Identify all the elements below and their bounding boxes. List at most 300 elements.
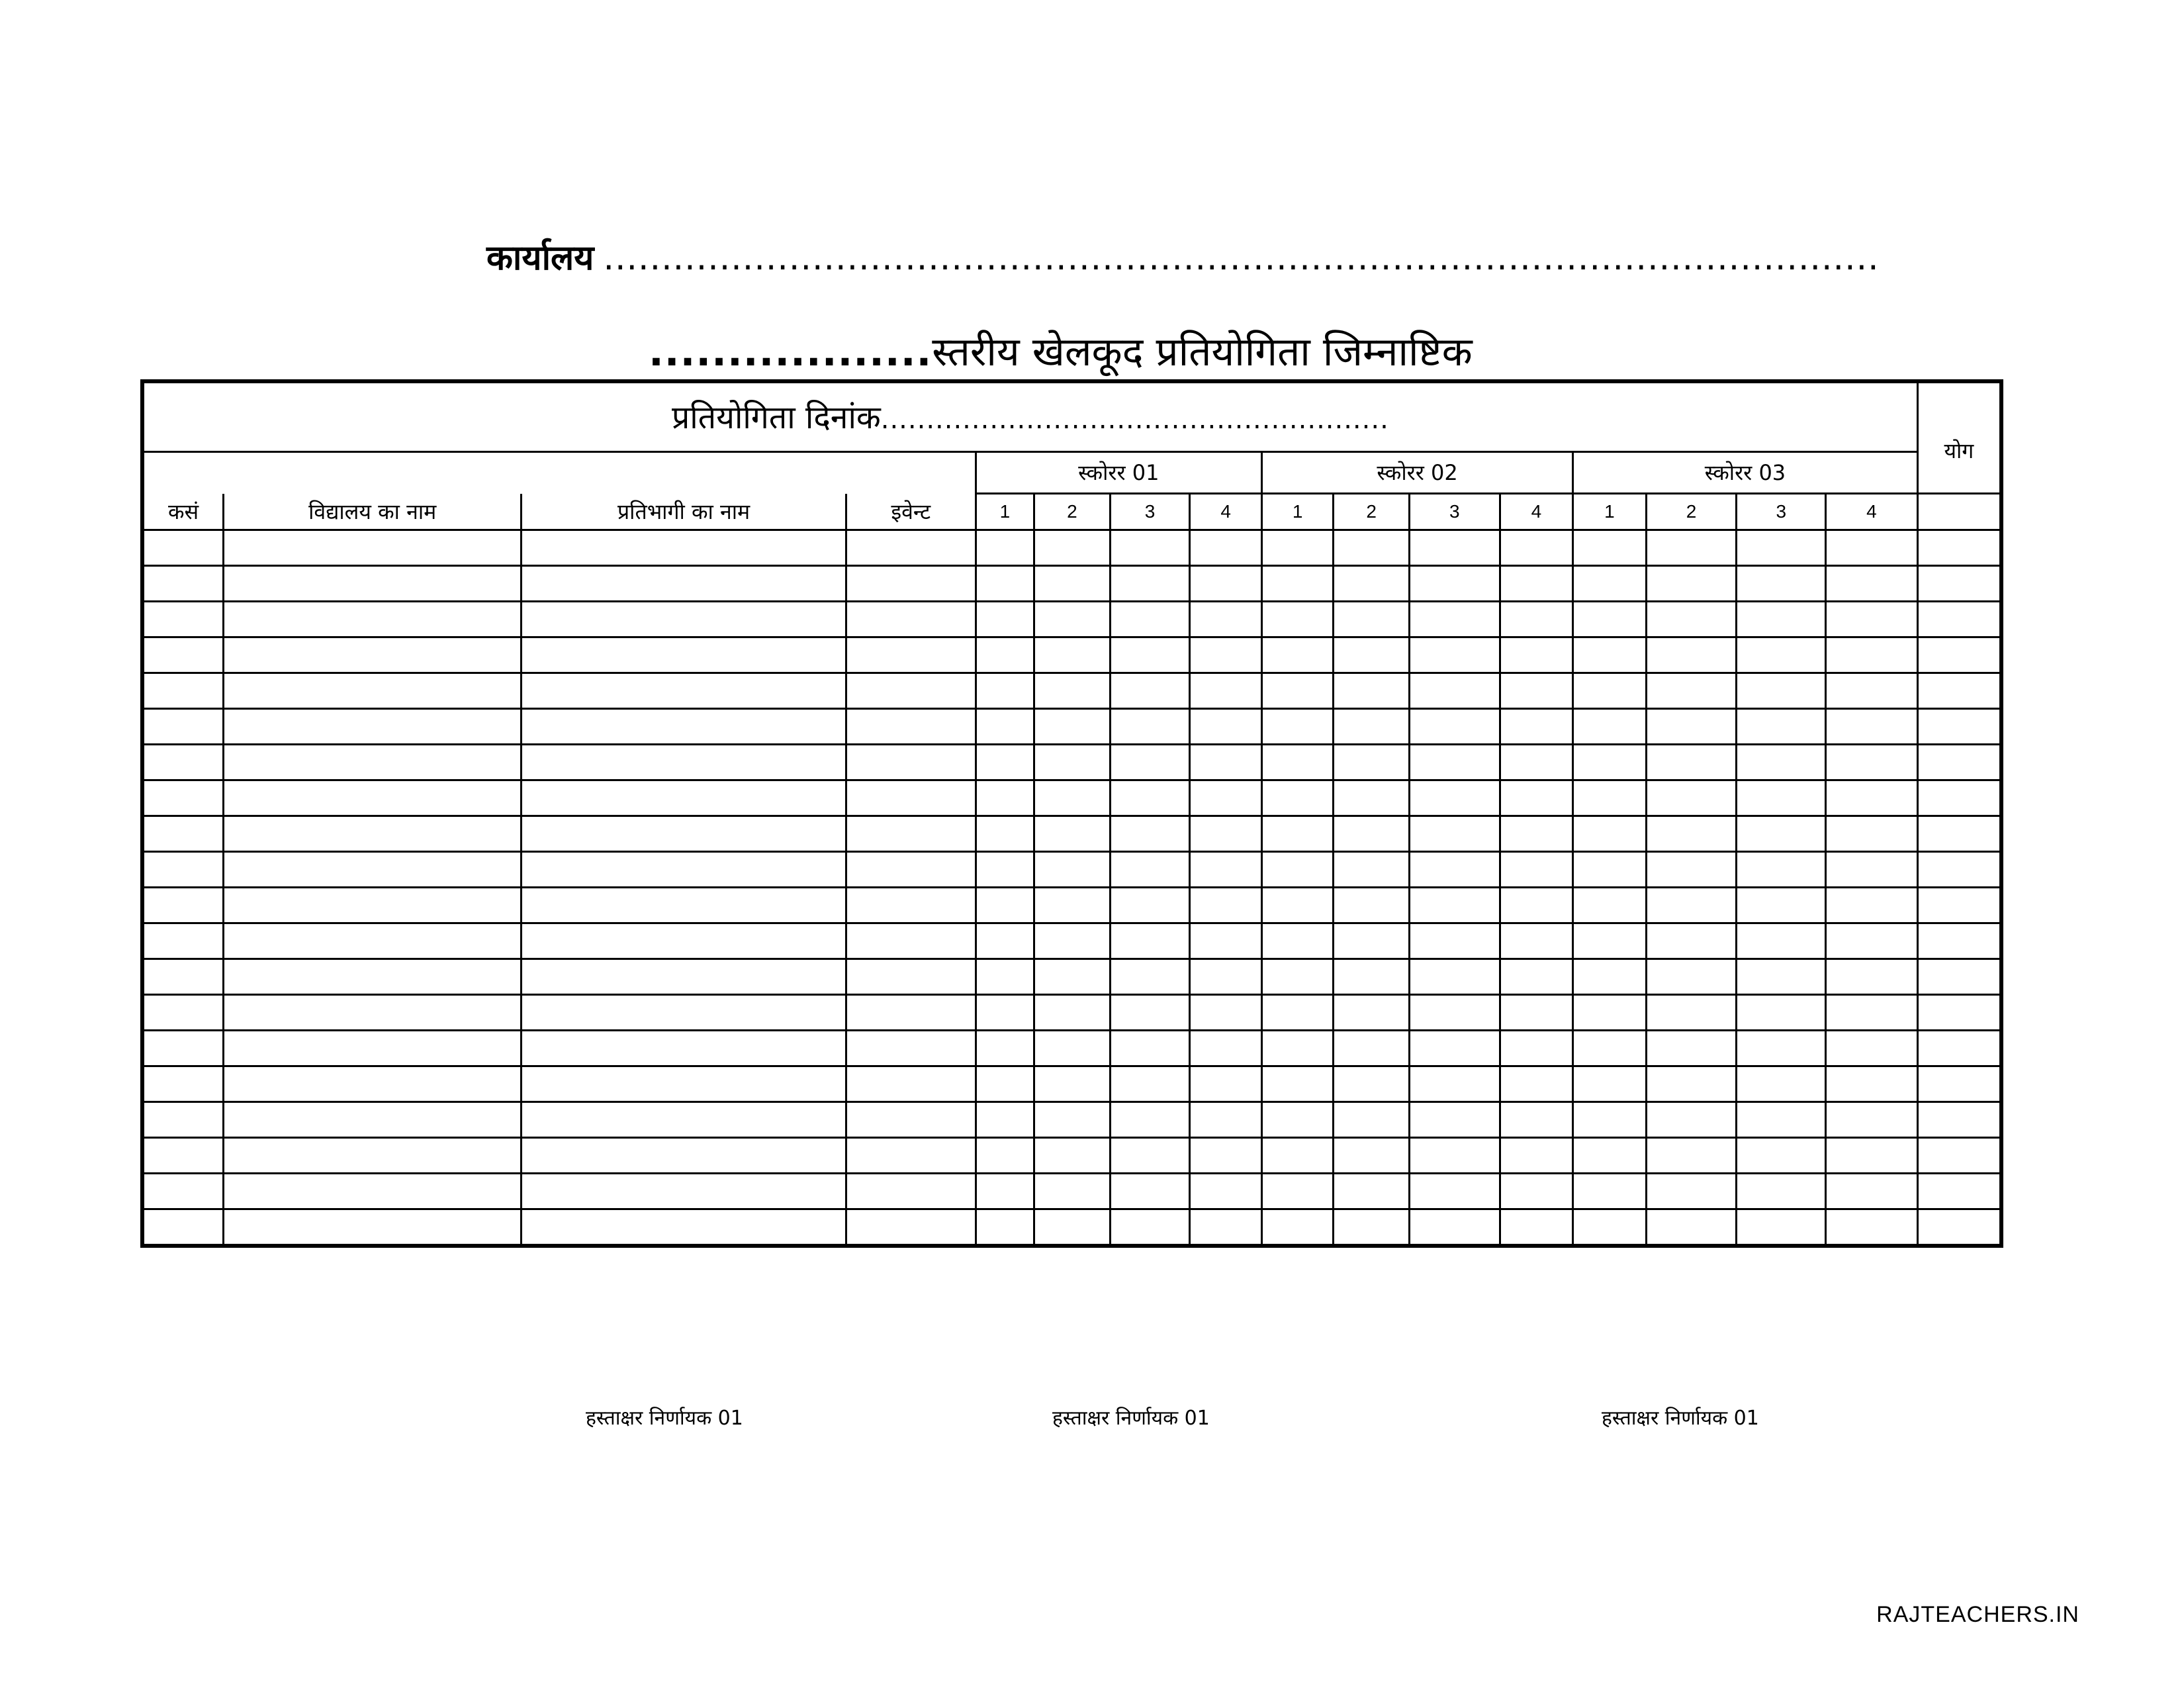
table-cell[interactable] bbox=[1034, 780, 1111, 816]
table-cell[interactable] bbox=[1334, 780, 1410, 816]
table-cell[interactable] bbox=[224, 1138, 522, 1174]
table-cell[interactable] bbox=[1500, 566, 1573, 602]
table-cell[interactable] bbox=[846, 602, 976, 637]
table-cell[interactable] bbox=[976, 566, 1034, 602]
table-cell[interactable] bbox=[1409, 852, 1500, 888]
table-cell[interactable] bbox=[1826, 888, 1918, 923]
table-cell[interactable] bbox=[1261, 566, 1334, 602]
table-cell[interactable] bbox=[1646, 673, 1737, 709]
table-cell[interactable] bbox=[1190, 923, 1262, 959]
table-cell[interactable] bbox=[1110, 709, 1190, 745]
table-cell[interactable] bbox=[1646, 816, 1737, 852]
table-cell[interactable] bbox=[1500, 780, 1573, 816]
table-cell[interactable] bbox=[1334, 923, 1410, 959]
table-cell[interactable] bbox=[224, 530, 522, 566]
table-cell[interactable] bbox=[142, 780, 224, 816]
table-cell[interactable] bbox=[1826, 995, 1918, 1031]
table-cell[interactable] bbox=[1190, 1031, 1262, 1066]
table-cell[interactable] bbox=[1573, 995, 1647, 1031]
table-cell[interactable] bbox=[224, 995, 522, 1031]
table-cell[interactable] bbox=[976, 1138, 1034, 1174]
table-cell[interactable] bbox=[1034, 1031, 1111, 1066]
table-cell[interactable] bbox=[1917, 709, 2001, 745]
table-cell[interactable] bbox=[1646, 709, 1737, 745]
table-cell[interactable] bbox=[1034, 1174, 1111, 1209]
table-cell[interactable] bbox=[142, 637, 224, 673]
table-cell[interactable] bbox=[1261, 709, 1334, 745]
table-cell[interactable] bbox=[846, 923, 976, 959]
table-cell[interactable] bbox=[1190, 709, 1262, 745]
table-cell[interactable] bbox=[1500, 602, 1573, 637]
table-cell[interactable] bbox=[1334, 852, 1410, 888]
table-cell[interactable] bbox=[846, 1138, 976, 1174]
table-cell[interactable] bbox=[1409, 1066, 1500, 1102]
table-cell[interactable] bbox=[224, 816, 522, 852]
table-cell[interactable] bbox=[1500, 1102, 1573, 1138]
table-cell[interactable] bbox=[142, 709, 224, 745]
table-cell[interactable] bbox=[1573, 852, 1647, 888]
table-cell[interactable] bbox=[1573, 673, 1647, 709]
table-cell[interactable] bbox=[1917, 745, 2001, 780]
table-cell[interactable] bbox=[224, 780, 522, 816]
table-cell[interactable] bbox=[846, 1102, 976, 1138]
table-cell[interactable] bbox=[1826, 1031, 1918, 1066]
table-cell[interactable] bbox=[142, 1031, 224, 1066]
table-cell[interactable] bbox=[1646, 1031, 1737, 1066]
table-cell[interactable] bbox=[522, 1174, 846, 1209]
table-cell[interactable] bbox=[1409, 1031, 1500, 1066]
table-cell[interactable] bbox=[1573, 637, 1647, 673]
table-cell[interactable] bbox=[1737, 530, 1826, 566]
table-cell[interactable] bbox=[522, 923, 846, 959]
table-cell[interactable] bbox=[1334, 816, 1410, 852]
table-cell[interactable] bbox=[1646, 923, 1737, 959]
table-cell[interactable] bbox=[1826, 637, 1918, 673]
table-cell[interactable] bbox=[1917, 673, 2001, 709]
table-cell[interactable] bbox=[1334, 959, 1410, 995]
table-cell[interactable] bbox=[522, 995, 846, 1031]
table-cell[interactable] bbox=[846, 959, 976, 995]
table-cell[interactable] bbox=[1409, 602, 1500, 637]
table-cell[interactable] bbox=[522, 709, 846, 745]
table-cell[interactable] bbox=[1334, 530, 1410, 566]
table-cell[interactable] bbox=[1737, 852, 1826, 888]
table-cell[interactable] bbox=[1917, 530, 2001, 566]
table-cell[interactable] bbox=[846, 709, 976, 745]
table-cell[interactable] bbox=[1917, 602, 2001, 637]
table-cell[interactable] bbox=[1190, 530, 1262, 566]
table-cell[interactable] bbox=[1190, 602, 1262, 637]
table-cell[interactable] bbox=[522, 1209, 846, 1246]
table-cell[interactable] bbox=[1500, 673, 1573, 709]
table-cell[interactable] bbox=[1409, 1174, 1500, 1209]
table-cell[interactable] bbox=[1110, 852, 1190, 888]
table-cell[interactable] bbox=[1334, 888, 1410, 923]
table-cell[interactable] bbox=[976, 1174, 1034, 1209]
table-cell[interactable] bbox=[1500, 745, 1573, 780]
table-cell[interactable] bbox=[1190, 816, 1262, 852]
table-cell[interactable] bbox=[1737, 1174, 1826, 1209]
table-cell[interactable] bbox=[1500, 1138, 1573, 1174]
table-cell[interactable] bbox=[1500, 709, 1573, 745]
table-cell[interactable] bbox=[976, 709, 1034, 745]
table-cell[interactable] bbox=[522, 673, 846, 709]
table-cell[interactable] bbox=[1646, 995, 1737, 1031]
table-cell[interactable] bbox=[976, 995, 1034, 1031]
table-cell[interactable] bbox=[1500, 637, 1573, 673]
table-cell[interactable] bbox=[1190, 673, 1262, 709]
table-cell[interactable] bbox=[1646, 1209, 1737, 1246]
table-cell[interactable] bbox=[1646, 1174, 1737, 1209]
table-cell[interactable] bbox=[522, 1066, 846, 1102]
level-blank[interactable]: .................. bbox=[649, 329, 933, 375]
table-cell[interactable] bbox=[1110, 1209, 1190, 1246]
table-cell[interactable] bbox=[1190, 852, 1262, 888]
date-blank[interactable]: ........................................................ bbox=[880, 404, 1389, 436]
table-cell[interactable] bbox=[1573, 923, 1647, 959]
table-cell[interactable] bbox=[1034, 816, 1111, 852]
table-cell[interactable] bbox=[142, 1066, 224, 1102]
table-cell[interactable] bbox=[1261, 995, 1334, 1031]
table-cell[interactable] bbox=[1573, 1138, 1647, 1174]
table-cell[interactable] bbox=[1646, 780, 1737, 816]
table-cell[interactable] bbox=[846, 673, 976, 709]
table-cell[interactable] bbox=[1826, 816, 1918, 852]
table-cell[interactable] bbox=[1826, 1209, 1918, 1246]
table-cell[interactable] bbox=[1500, 816, 1573, 852]
table-cell[interactable] bbox=[1110, 816, 1190, 852]
table-cell[interactable] bbox=[1573, 530, 1647, 566]
table-cell[interactable] bbox=[1261, 1102, 1334, 1138]
table-cell[interactable] bbox=[1573, 1102, 1647, 1138]
table-cell[interactable] bbox=[522, 1138, 846, 1174]
table-cell[interactable] bbox=[1034, 530, 1111, 566]
table-cell[interactable] bbox=[142, 852, 224, 888]
table-cell[interactable] bbox=[1573, 888, 1647, 923]
table-cell[interactable] bbox=[1261, 637, 1334, 673]
table-cell[interactable] bbox=[224, 566, 522, 602]
table-cell[interactable] bbox=[224, 888, 522, 923]
table-cell[interactable] bbox=[1110, 673, 1190, 709]
table-cell[interactable] bbox=[1034, 673, 1111, 709]
table-cell[interactable] bbox=[1500, 1031, 1573, 1066]
table-cell[interactable] bbox=[1334, 602, 1410, 637]
table-cell[interactable] bbox=[1334, 1031, 1410, 1066]
office-blank[interactable]: .............................................................................................................. bbox=[603, 238, 1880, 278]
table-cell[interactable] bbox=[142, 959, 224, 995]
table-cell[interactable] bbox=[1737, 780, 1826, 816]
table-cell[interactable] bbox=[1646, 602, 1737, 637]
table-cell[interactable] bbox=[1334, 637, 1410, 673]
table-cell[interactable] bbox=[1646, 888, 1737, 923]
table-cell[interactable] bbox=[1334, 566, 1410, 602]
table-cell[interactable] bbox=[1334, 709, 1410, 745]
table-cell[interactable] bbox=[846, 1031, 976, 1066]
table-cell[interactable] bbox=[976, 780, 1034, 816]
table-cell[interactable] bbox=[1409, 995, 1500, 1031]
table-cell[interactable] bbox=[1646, 637, 1737, 673]
table-cell[interactable] bbox=[1826, 1138, 1918, 1174]
table-cell[interactable] bbox=[846, 745, 976, 780]
table-cell[interactable] bbox=[142, 1174, 224, 1209]
table-cell[interactable] bbox=[224, 1174, 522, 1209]
table-cell[interactable] bbox=[224, 923, 522, 959]
table-cell[interactable] bbox=[1917, 566, 2001, 602]
table-cell[interactable] bbox=[1917, 888, 2001, 923]
table-cell[interactable] bbox=[846, 566, 976, 602]
table-cell[interactable] bbox=[1737, 1031, 1826, 1066]
table-cell[interactable] bbox=[1190, 1066, 1262, 1102]
table-cell[interactable] bbox=[1034, 1066, 1111, 1102]
table-cell[interactable] bbox=[1110, 530, 1190, 566]
table-cell[interactable] bbox=[1034, 923, 1111, 959]
table-cell[interactable] bbox=[1646, 1138, 1737, 1174]
table-cell[interactable] bbox=[976, 923, 1034, 959]
table-cell[interactable] bbox=[976, 673, 1034, 709]
table-cell[interactable] bbox=[1737, 1138, 1826, 1174]
table-cell[interactable] bbox=[1034, 709, 1111, 745]
table-cell[interactable] bbox=[1409, 923, 1500, 959]
table-cell[interactable] bbox=[1261, 780, 1334, 816]
table-cell[interactable] bbox=[1826, 1066, 1918, 1102]
table-cell[interactable] bbox=[1646, 959, 1737, 995]
table-cell[interactable] bbox=[522, 852, 846, 888]
table-cell[interactable] bbox=[1110, 1031, 1190, 1066]
table-cell[interactable] bbox=[1500, 995, 1573, 1031]
table-cell[interactable] bbox=[1917, 780, 2001, 816]
table-cell[interactable] bbox=[1573, 1209, 1647, 1246]
table-cell[interactable] bbox=[1334, 1066, 1410, 1102]
table-cell[interactable] bbox=[846, 888, 976, 923]
table-cell[interactable] bbox=[1573, 745, 1647, 780]
table-cell[interactable] bbox=[522, 888, 846, 923]
table-cell[interactable] bbox=[224, 637, 522, 673]
table-cell[interactable] bbox=[142, 1209, 224, 1246]
table-cell[interactable] bbox=[1261, 673, 1334, 709]
table-cell[interactable] bbox=[1110, 745, 1190, 780]
table-cell[interactable] bbox=[846, 780, 976, 816]
table-cell[interactable] bbox=[846, 816, 976, 852]
table-cell[interactable] bbox=[522, 816, 846, 852]
table-cell[interactable] bbox=[142, 745, 224, 780]
table-cell[interactable] bbox=[1034, 1102, 1111, 1138]
table-cell[interactable] bbox=[1826, 1102, 1918, 1138]
table-cell[interactable] bbox=[1737, 923, 1826, 959]
table-cell[interactable] bbox=[1190, 780, 1262, 816]
table-cell[interactable] bbox=[1737, 1209, 1826, 1246]
table-cell[interactable] bbox=[1110, 959, 1190, 995]
table-cell[interactable] bbox=[1034, 959, 1111, 995]
table-cell[interactable] bbox=[1334, 1138, 1410, 1174]
table-cell[interactable] bbox=[1917, 852, 2001, 888]
table-cell[interactable] bbox=[522, 780, 846, 816]
table-cell[interactable] bbox=[522, 530, 846, 566]
table-cell[interactable] bbox=[976, 816, 1034, 852]
table-cell[interactable] bbox=[846, 1174, 976, 1209]
table-cell[interactable] bbox=[522, 1102, 846, 1138]
table-cell[interactable] bbox=[1261, 530, 1334, 566]
table-cell[interactable] bbox=[1110, 566, 1190, 602]
table-cell[interactable] bbox=[1917, 995, 2001, 1031]
table-cell[interactable] bbox=[976, 1102, 1034, 1138]
table-cell[interactable] bbox=[1409, 673, 1500, 709]
table-cell[interactable] bbox=[142, 888, 224, 923]
table-cell[interactable] bbox=[1917, 1066, 2001, 1102]
table-cell[interactable] bbox=[1646, 1066, 1737, 1102]
table-cell[interactable] bbox=[1110, 1138, 1190, 1174]
table-cell[interactable] bbox=[1110, 995, 1190, 1031]
table-cell[interactable] bbox=[1261, 816, 1334, 852]
table-cell[interactable] bbox=[142, 1138, 224, 1174]
table-cell[interactable] bbox=[976, 530, 1034, 566]
table-cell[interactable] bbox=[224, 959, 522, 995]
table-cell[interactable] bbox=[976, 745, 1034, 780]
table-cell[interactable] bbox=[142, 566, 224, 602]
table-cell[interactable] bbox=[976, 1209, 1034, 1246]
table-cell[interactable] bbox=[1500, 888, 1573, 923]
table-cell[interactable] bbox=[1646, 852, 1737, 888]
table-cell[interactable] bbox=[976, 602, 1034, 637]
table-cell[interactable] bbox=[1646, 1102, 1737, 1138]
table-cell[interactable] bbox=[846, 637, 976, 673]
table-cell[interactable] bbox=[1646, 530, 1737, 566]
table-cell[interactable] bbox=[976, 888, 1034, 923]
table-cell[interactable] bbox=[522, 959, 846, 995]
table-cell[interactable] bbox=[976, 1066, 1034, 1102]
table-cell[interactable] bbox=[224, 1031, 522, 1066]
table-cell[interactable] bbox=[1261, 959, 1334, 995]
table-cell[interactable] bbox=[1573, 602, 1647, 637]
table-cell[interactable] bbox=[1334, 1174, 1410, 1209]
table-cell[interactable] bbox=[1034, 637, 1111, 673]
table-cell[interactable] bbox=[1500, 1174, 1573, 1209]
table-cell[interactable] bbox=[1261, 1031, 1334, 1066]
table-cell[interactable] bbox=[1737, 816, 1826, 852]
table-cell[interactable] bbox=[1573, 1066, 1647, 1102]
table-cell[interactable] bbox=[1110, 1102, 1190, 1138]
table-cell[interactable] bbox=[1826, 923, 1918, 959]
table-cell[interactable] bbox=[1110, 923, 1190, 959]
table-cell[interactable] bbox=[1737, 1066, 1826, 1102]
table-cell[interactable] bbox=[142, 1102, 224, 1138]
table-cell[interactable] bbox=[1917, 1209, 2001, 1246]
table-cell[interactable] bbox=[1261, 1209, 1334, 1246]
table-cell[interactable] bbox=[1737, 959, 1826, 995]
table-cell[interactable] bbox=[1573, 816, 1647, 852]
table-cell[interactable] bbox=[142, 530, 224, 566]
table-cell[interactable] bbox=[1917, 1174, 2001, 1209]
table-cell[interactable] bbox=[1500, 530, 1573, 566]
table-cell[interactable] bbox=[1826, 780, 1918, 816]
table-cell[interactable] bbox=[1737, 709, 1826, 745]
table-cell[interactable] bbox=[1917, 923, 2001, 959]
table-cell[interactable] bbox=[1409, 1138, 1500, 1174]
table-cell[interactable] bbox=[976, 1031, 1034, 1066]
table-cell[interactable] bbox=[1500, 959, 1573, 995]
table-cell[interactable] bbox=[1034, 852, 1111, 888]
table-cell[interactable] bbox=[1110, 888, 1190, 923]
table-cell[interactable] bbox=[1826, 566, 1918, 602]
table-cell[interactable] bbox=[1034, 1209, 1111, 1246]
table-cell[interactable] bbox=[1034, 566, 1111, 602]
table-cell[interactable] bbox=[1190, 1138, 1262, 1174]
table-cell[interactable] bbox=[1573, 709, 1647, 745]
table-cell[interactable] bbox=[522, 602, 846, 637]
table-cell[interactable] bbox=[142, 995, 224, 1031]
table-cell[interactable] bbox=[1573, 566, 1647, 602]
table-cell[interactable] bbox=[1409, 816, 1500, 852]
table-cell[interactable] bbox=[1190, 1209, 1262, 1246]
table-cell[interactable] bbox=[1034, 888, 1111, 923]
table-cell[interactable] bbox=[1261, 745, 1334, 780]
table-cell[interactable] bbox=[1737, 637, 1826, 673]
table-cell[interactable] bbox=[1500, 1066, 1573, 1102]
table-cell[interactable] bbox=[1034, 745, 1111, 780]
table-cell[interactable] bbox=[1261, 1174, 1334, 1209]
table-cell[interactable] bbox=[1261, 602, 1334, 637]
table-cell[interactable] bbox=[1737, 745, 1826, 780]
table-cell[interactable] bbox=[1826, 745, 1918, 780]
table-cell[interactable] bbox=[1110, 602, 1190, 637]
table-cell[interactable] bbox=[1573, 1174, 1647, 1209]
table-cell[interactable] bbox=[1334, 673, 1410, 709]
table-cell[interactable] bbox=[224, 1209, 522, 1246]
table-cell[interactable] bbox=[1190, 745, 1262, 780]
table-cell[interactable] bbox=[1334, 745, 1410, 780]
table-cell[interactable] bbox=[1110, 637, 1190, 673]
table-cell[interactable] bbox=[142, 923, 224, 959]
table-cell[interactable] bbox=[1500, 852, 1573, 888]
table-cell[interactable] bbox=[1034, 995, 1111, 1031]
table-cell[interactable] bbox=[1334, 1209, 1410, 1246]
table-cell[interactable] bbox=[976, 959, 1034, 995]
table-cell[interactable] bbox=[1917, 1102, 2001, 1138]
table-cell[interactable] bbox=[1190, 995, 1262, 1031]
table-cell[interactable] bbox=[1917, 959, 2001, 995]
table-cell[interactable] bbox=[1334, 1102, 1410, 1138]
table-cell[interactable] bbox=[1826, 530, 1918, 566]
table-cell[interactable] bbox=[224, 602, 522, 637]
table-cell[interactable] bbox=[1034, 1138, 1111, 1174]
table-cell[interactable] bbox=[846, 852, 976, 888]
table-cell[interactable] bbox=[1737, 1102, 1826, 1138]
table-cell[interactable] bbox=[1573, 959, 1647, 995]
table-cell[interactable] bbox=[224, 709, 522, 745]
table-cell[interactable] bbox=[224, 673, 522, 709]
table-cell[interactable] bbox=[1826, 852, 1918, 888]
table-cell[interactable] bbox=[1826, 602, 1918, 637]
table-cell[interactable] bbox=[1334, 995, 1410, 1031]
table-cell[interactable] bbox=[1110, 1174, 1190, 1209]
table-cell[interactable] bbox=[522, 745, 846, 780]
table-cell[interactable] bbox=[1826, 959, 1918, 995]
table-cell[interactable] bbox=[1261, 1066, 1334, 1102]
table-cell[interactable] bbox=[224, 745, 522, 780]
table-cell[interactable] bbox=[142, 816, 224, 852]
table-cell[interactable] bbox=[846, 1066, 976, 1102]
table-cell[interactable] bbox=[1646, 745, 1737, 780]
table-cell[interactable] bbox=[1409, 637, 1500, 673]
table-cell[interactable] bbox=[1409, 1102, 1500, 1138]
table-cell[interactable] bbox=[976, 852, 1034, 888]
table-cell[interactable] bbox=[846, 530, 976, 566]
table-cell[interactable] bbox=[1409, 888, 1500, 923]
table-cell[interactable] bbox=[1826, 673, 1918, 709]
table-cell[interactable] bbox=[1737, 888, 1826, 923]
table-cell[interactable] bbox=[1917, 1031, 2001, 1066]
table-cell[interactable] bbox=[1409, 709, 1500, 745]
table-cell[interactable] bbox=[522, 637, 846, 673]
